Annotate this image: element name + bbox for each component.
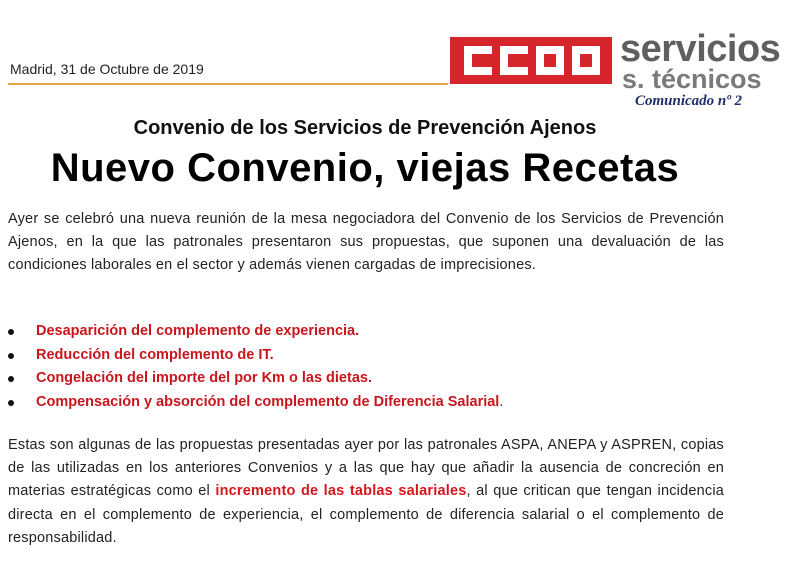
- list-item-text: Desaparición del complemento de experiencia.: [36, 323, 360, 339]
- list-item-text: Reducción del complemento de IT.: [36, 346, 274, 363]
- closing-paragraph: [8, 434, 724, 550]
- ccoo-logo-graphic: [450, 37, 612, 84]
- proposal-list: [8, 320, 503, 414]
- list-item-text: Congelación del importe del por Km o las dietas.: [36, 370, 372, 387]
- closing-text-end: , al que critican que tengan incidencia directa en el complemento de experiencia, el complemento de diferencia salarial o el complemento de responsabilidad.: [8, 483, 725, 546]
- bullet-icon: [8, 329, 14, 335]
- salary-tables-highlight: incremento de las tablas salariales: [215, 483, 467, 500]
- list-item: [8, 391, 503, 415]
- list-item-trail: .: [499, 393, 504, 410]
- closing-text-start: Estas son algunas de las propuestas presentadas ayer por las patronales ASPA, ANEPA y ASPREN, copias de las utilizadas en los anteriores Convenios y a las que hay que añadir la ausencia de concreción en materias estratégicas como el: [8, 437, 724, 500]
- intro-paragraph: Ayer se celebró una nueva reunión de la mesa negociadora del Convenio de los Servicios de Prevención Ajenos, en la que las patronales presentaron sus propuestas, que suponen una devaluación de las condiciones laborales en el sector y además vienen cargadas de imprecisiones.: [8, 211, 724, 274]
- ccoo-logo: [450, 37, 612, 84]
- document-subtitle: Convenio de los Servicios de Prevención Ajenos: [133, 117, 597, 139]
- header-divider: [8, 83, 448, 85]
- bullet-icon: [8, 376, 14, 382]
- list-item: [8, 367, 503, 391]
- communique-number: Comunicado nº 2: [635, 93, 743, 109]
- bullet-icon: [8, 400, 14, 406]
- document-date: Madrid, 31 de Octubre de 2019: [10, 61, 204, 77]
- brand-servicios: servicios: [620, 28, 781, 70]
- list-item: [8, 320, 503, 344]
- bullet-icon: [8, 353, 14, 359]
- document-title: Nuevo Convenio, viejas Recetas: [50, 146, 680, 190]
- list-item: [8, 344, 503, 368]
- list-item-text: Compensación y absorción del complemento de Diferencia Salarial: [36, 393, 500, 410]
- brand-tecnicos: s. técnicos: [622, 64, 762, 94]
